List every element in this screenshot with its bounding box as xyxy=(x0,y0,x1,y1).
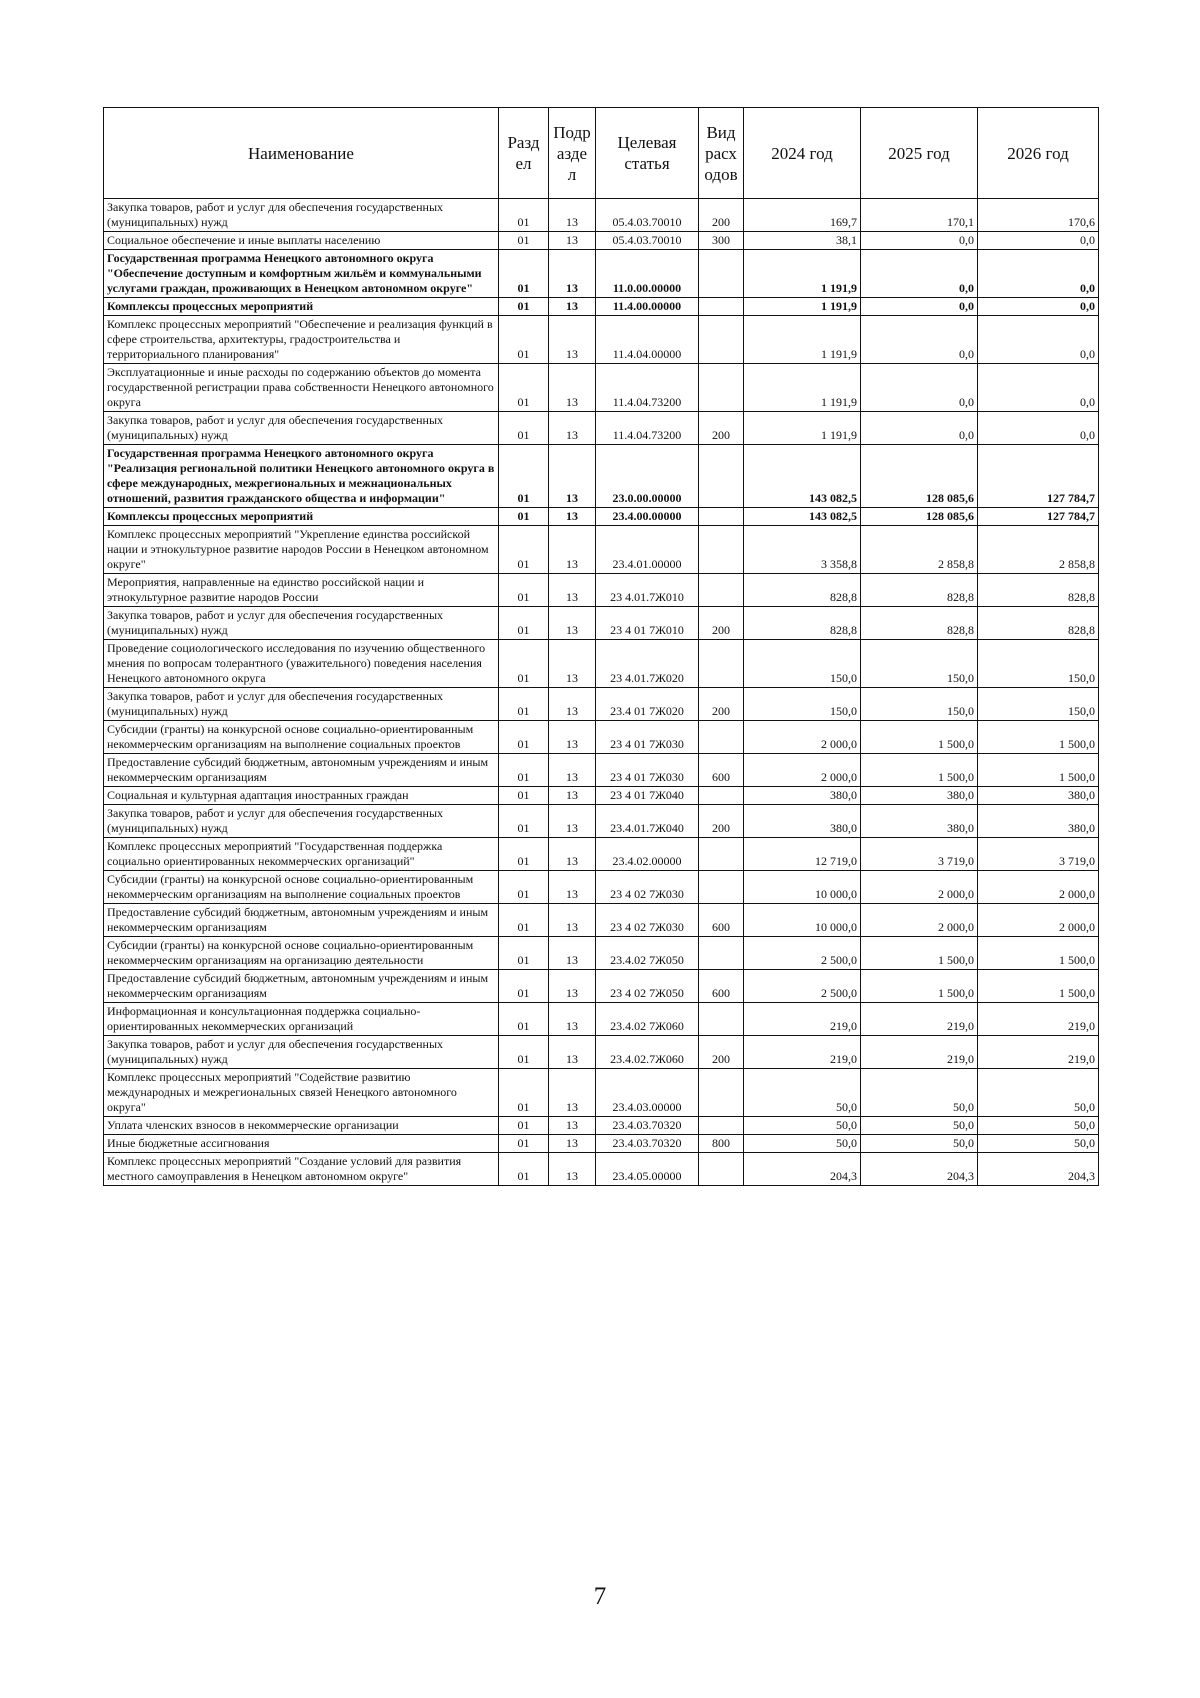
cell-vid: 200 xyxy=(699,199,744,232)
cell-razdel: 01 xyxy=(499,607,549,640)
cell-2024: 10 000,0 xyxy=(744,871,861,904)
cell-vid xyxy=(699,508,744,526)
cell-podrazdel: 13 xyxy=(549,1069,596,1117)
table-row xyxy=(104,526,1099,574)
cell-tselevaya: 23.4 01 7Ж020 xyxy=(596,688,699,721)
cell-2026: 828,8 xyxy=(978,574,1099,607)
table-row xyxy=(104,1003,1099,1036)
cell-podrazdel: 13 xyxy=(549,199,596,232)
cell-name: Комплекс процессных мероприятий "Укрепление единства российской нации и этнокультурное развитие народов России в Ненецком автономном округе" xyxy=(104,526,499,574)
cell-vid xyxy=(699,1069,744,1117)
cell-2025: 0,0 xyxy=(861,232,978,250)
cell-podrazdel: 13 xyxy=(549,364,596,412)
cell-tselevaya: 23.0.00.00000 xyxy=(596,445,699,508)
cell-2024: 380,0 xyxy=(744,805,861,838)
cell-tselevaya: 23 4 02 7Ж050 xyxy=(596,970,699,1003)
cell-vid xyxy=(699,838,744,871)
cell-name: Информационная и консультационная поддержка социально-ориентированных некоммерческих организаций xyxy=(104,1003,499,1036)
table-row xyxy=(104,688,1099,721)
table-row xyxy=(104,298,1099,316)
cell-2025: 0,0 xyxy=(861,298,978,316)
cell-tselevaya: 23.4.03.00000 xyxy=(596,1069,699,1117)
cell-podrazdel: 13 xyxy=(549,1153,596,1186)
table-row xyxy=(104,871,1099,904)
cell-podrazdel: 13 xyxy=(549,721,596,754)
cell-vid xyxy=(699,1153,744,1186)
cell-vid xyxy=(699,787,744,805)
cell-2024: 1 191,9 xyxy=(744,298,861,316)
cell-vid xyxy=(699,526,744,574)
cell-razdel: 01 xyxy=(499,445,549,508)
cell-2024: 1 191,9 xyxy=(744,364,861,412)
cell-tselevaya: 23 4 01 7Ж040 xyxy=(596,787,699,805)
cell-2024: 2 000,0 xyxy=(744,754,861,787)
cell-name: Закупка товаров, работ и услуг для обеспечения государственных (муниципальных) нужд xyxy=(104,199,499,232)
cell-razdel: 01 xyxy=(499,232,549,250)
cell-razdel: 01 xyxy=(499,1036,549,1069)
cell-podrazdel: 13 xyxy=(549,754,596,787)
cell-razdel: 01 xyxy=(499,574,549,607)
cell-2025: 0,0 xyxy=(861,250,978,298)
cell-podrazdel: 13 xyxy=(549,250,596,298)
cell-vid xyxy=(699,1117,744,1135)
table-row xyxy=(104,970,1099,1003)
cell-2025: 1 500,0 xyxy=(861,721,978,754)
cell-name: Комплексы процессных мероприятий xyxy=(104,508,499,526)
cell-2024: 38,1 xyxy=(744,232,861,250)
cell-podrazdel: 13 xyxy=(549,607,596,640)
cell-name: Комплексы процессных мероприятий xyxy=(104,298,499,316)
header-vid: Вид расх одов xyxy=(699,108,744,199)
cell-tselevaya: 23 4 01 7Ж030 xyxy=(596,754,699,787)
cell-2024: 828,8 xyxy=(744,607,861,640)
cell-2025: 128 085,6 xyxy=(861,445,978,508)
table-body xyxy=(104,199,1099,1186)
cell-vid xyxy=(699,316,744,364)
cell-vid xyxy=(699,937,744,970)
table-row xyxy=(104,1153,1099,1186)
cell-podrazdel: 13 xyxy=(549,970,596,1003)
cell-podrazdel: 13 xyxy=(549,526,596,574)
header-2025: 2025 год xyxy=(861,108,978,199)
cell-2025: 828,8 xyxy=(861,607,978,640)
cell-razdel: 01 xyxy=(499,1003,549,1036)
cell-name: Мероприятия, направленные на единство российской нации и этнокультурное развитие народов России xyxy=(104,574,499,607)
cell-2026: 127 784,7 xyxy=(978,508,1099,526)
cell-2025: 219,0 xyxy=(861,1003,978,1036)
cell-name: Эксплуатационные и иные расходы по содержанию объектов до момента государственной регистрации права собственности Ненецкого автономного округа xyxy=(104,364,499,412)
cell-podrazdel: 13 xyxy=(549,904,596,937)
cell-2024: 50,0 xyxy=(744,1117,861,1135)
header-2024: 2024 год xyxy=(744,108,861,199)
cell-razdel: 01 xyxy=(499,805,549,838)
cell-2024: 150,0 xyxy=(744,640,861,688)
cell-razdel: 01 xyxy=(499,1069,549,1117)
cell-razdel: 01 xyxy=(499,904,549,937)
cell-podrazdel: 13 xyxy=(549,232,596,250)
cell-2026: 150,0 xyxy=(978,688,1099,721)
cell-name: Субсидии (гранты) на конкурсной основе социально-ориентированным некоммерческим организациям на выполнение социальных проектов xyxy=(104,871,499,904)
cell-name: Социальное обеспечение и иные выплаты населению xyxy=(104,232,499,250)
cell-razdel: 01 xyxy=(499,1117,549,1135)
cell-name: Закупка товаров, работ и услуг для обеспечения государственных (муниципальных) нужд xyxy=(104,412,499,445)
budget-table xyxy=(103,107,1099,1186)
cell-2025: 150,0 xyxy=(861,640,978,688)
cell-2024: 143 082,5 xyxy=(744,445,861,508)
cell-2025: 170,1 xyxy=(861,199,978,232)
page-number: 7 xyxy=(593,1583,607,1610)
cell-2026: 0,0 xyxy=(978,316,1099,364)
cell-tselevaya: 11.4.04.73200 xyxy=(596,412,699,445)
cell-name: Субсидии (гранты) на конкурсной основе социально-ориентированным некоммерческим организациям на выполнение социальных проектов xyxy=(104,721,499,754)
cell-name: Закупка товаров, работ и услуг для обеспечения государственных (муниципальных) нужд xyxy=(104,805,499,838)
cell-podrazdel: 13 xyxy=(549,871,596,904)
cell-razdel: 01 xyxy=(499,688,549,721)
table-row xyxy=(104,412,1099,445)
cell-name: Предоставление субсидий бюджетным, автономным учреждениям и иным некоммерческим организациям xyxy=(104,904,499,937)
cell-podrazdel: 13 xyxy=(549,688,596,721)
header-razdel: Разд ел xyxy=(499,108,549,199)
cell-tselevaya: 11.4.04.00000 xyxy=(596,316,699,364)
cell-2026: 50,0 xyxy=(978,1117,1099,1135)
table-row xyxy=(104,904,1099,937)
cell-name: Комплекс процессных мероприятий "Государственная поддержка социально ориентированных некоммерческих организаций" xyxy=(104,838,499,871)
cell-tselevaya: 23.4.02 7Ж060 xyxy=(596,1003,699,1036)
cell-2026: 828,8 xyxy=(978,607,1099,640)
cell-podrazdel: 13 xyxy=(549,508,596,526)
table-row xyxy=(104,574,1099,607)
table-row xyxy=(104,199,1099,232)
cell-2026: 1 500,0 xyxy=(978,754,1099,787)
cell-podrazdel: 13 xyxy=(549,316,596,364)
cell-tselevaya: 23 4.01.7Ж020 xyxy=(596,640,699,688)
header-tselevaya: Целевая статья xyxy=(596,108,699,199)
cell-razdel: 01 xyxy=(499,871,549,904)
cell-name: Комплекс процессных мероприятий "Содействие развитию международных и межрегиональных связей Ненецкого автономного округа" xyxy=(104,1069,499,1117)
cell-vid: 200 xyxy=(699,805,744,838)
cell-2026: 0,0 xyxy=(978,364,1099,412)
cell-2026: 380,0 xyxy=(978,805,1099,838)
cell-razdel: 01 xyxy=(499,721,549,754)
cell-tselevaya: 23.4.02.7Ж060 xyxy=(596,1036,699,1069)
table-row xyxy=(104,445,1099,508)
cell-2026: 0,0 xyxy=(978,298,1099,316)
cell-razdel: 01 xyxy=(499,298,549,316)
cell-2024: 219,0 xyxy=(744,1003,861,1036)
cell-2026: 170,6 xyxy=(978,199,1099,232)
cell-2026: 50,0 xyxy=(978,1069,1099,1117)
cell-name: Предоставление субсидий бюджетным, автономным учреждениям и иным некоммерческим организациям xyxy=(104,970,499,1003)
table-row xyxy=(104,1036,1099,1069)
cell-2026: 2 858,8 xyxy=(978,526,1099,574)
cell-2024: 169,7 xyxy=(744,199,861,232)
cell-razdel: 01 xyxy=(499,787,549,805)
cell-2024: 2 500,0 xyxy=(744,970,861,1003)
cell-2025: 380,0 xyxy=(861,805,978,838)
cell-2025: 1 500,0 xyxy=(861,970,978,1003)
cell-tselevaya: 23 4.01.7Ж010 xyxy=(596,574,699,607)
cell-name: Уплата членских взносов в некоммерческие организации xyxy=(104,1117,499,1135)
cell-2025: 150,0 xyxy=(861,688,978,721)
cell-2024: 143 082,5 xyxy=(744,508,861,526)
cell-tselevaya: 11.4.04.73200 xyxy=(596,364,699,412)
cell-2024: 3 358,8 xyxy=(744,526,861,574)
table-row xyxy=(104,1117,1099,1135)
cell-tselevaya: 23.4.02 7Ж050 xyxy=(596,937,699,970)
cell-2026: 2 000,0 xyxy=(978,871,1099,904)
cell-vid: 300 xyxy=(699,232,744,250)
cell-tselevaya: 23 4 02 7Ж030 xyxy=(596,871,699,904)
cell-razdel: 01 xyxy=(499,754,549,787)
cell-name: Иные бюджетные ассигнования xyxy=(104,1135,499,1153)
cell-2025: 1 500,0 xyxy=(861,937,978,970)
cell-2026: 380,0 xyxy=(978,787,1099,805)
cell-vid: 600 xyxy=(699,904,744,937)
cell-podrazdel: 13 xyxy=(549,1117,596,1135)
cell-2024: 219,0 xyxy=(744,1036,861,1069)
table-row xyxy=(104,640,1099,688)
cell-2025: 204,3 xyxy=(861,1153,978,1186)
table-row xyxy=(104,508,1099,526)
cell-vid xyxy=(699,721,744,754)
cell-tselevaya: 23 4 01 7Ж010 xyxy=(596,607,699,640)
cell-tselevaya: 23 4 02 7Ж030 xyxy=(596,904,699,937)
header-2026: 2026 год xyxy=(978,108,1099,199)
cell-tselevaya: 23.4.03.70320 xyxy=(596,1135,699,1153)
table-row xyxy=(104,721,1099,754)
header-podrazdel: Подр азде л xyxy=(549,108,596,199)
table-row xyxy=(104,364,1099,412)
cell-podrazdel: 13 xyxy=(549,787,596,805)
cell-2024: 1 191,9 xyxy=(744,250,861,298)
cell-2025: 50,0 xyxy=(861,1069,978,1117)
cell-2024: 1 191,9 xyxy=(744,316,861,364)
cell-vid: 200 xyxy=(699,688,744,721)
cell-razdel: 01 xyxy=(499,412,549,445)
cell-podrazdel: 13 xyxy=(549,640,596,688)
cell-2026: 0,0 xyxy=(978,250,1099,298)
cell-tselevaya: 23.4.01.00000 xyxy=(596,526,699,574)
cell-2026: 1 500,0 xyxy=(978,970,1099,1003)
table-row xyxy=(104,607,1099,640)
cell-podrazdel: 13 xyxy=(549,298,596,316)
cell-2026: 2 000,0 xyxy=(978,904,1099,937)
cell-2024: 10 000,0 xyxy=(744,904,861,937)
cell-razdel: 01 xyxy=(499,937,549,970)
table-row xyxy=(104,1069,1099,1117)
cell-2025: 2 858,8 xyxy=(861,526,978,574)
cell-2025: 2 000,0 xyxy=(861,871,978,904)
cell-vid: 200 xyxy=(699,412,744,445)
cell-2024: 150,0 xyxy=(744,688,861,721)
cell-name: Закупка товаров, работ и услуг для обеспечения государственных (муниципальных) нужд xyxy=(104,607,499,640)
cell-2026: 50,0 xyxy=(978,1135,1099,1153)
cell-2024: 380,0 xyxy=(744,787,861,805)
table-row xyxy=(104,232,1099,250)
cell-2025: 3 719,0 xyxy=(861,838,978,871)
cell-2025: 50,0 xyxy=(861,1135,978,1153)
cell-vid: 800 xyxy=(699,1135,744,1153)
cell-razdel: 01 xyxy=(499,316,549,364)
cell-podrazdel: 13 xyxy=(549,1003,596,1036)
cell-podrazdel: 13 xyxy=(549,805,596,838)
cell-2026: 1 500,0 xyxy=(978,937,1099,970)
header-name: Наименование xyxy=(104,108,499,199)
cell-2025: 0,0 xyxy=(861,412,978,445)
cell-razdel: 01 xyxy=(499,838,549,871)
cell-2026: 150,0 xyxy=(978,640,1099,688)
cell-podrazdel: 13 xyxy=(549,574,596,607)
table-header-row xyxy=(104,108,1099,199)
cell-name: Комплекс процессных мероприятий "Создание условий для развития местного самоуправления в Ненецком автономном округе" xyxy=(104,1153,499,1186)
cell-podrazdel: 13 xyxy=(549,1036,596,1069)
cell-vid xyxy=(699,250,744,298)
cell-2025: 0,0 xyxy=(861,316,978,364)
cell-2025: 2 000,0 xyxy=(861,904,978,937)
table-row xyxy=(104,316,1099,364)
cell-2025: 219,0 xyxy=(861,1036,978,1069)
cell-2026: 1 500,0 xyxy=(978,721,1099,754)
cell-name: Субсидии (гранты) на конкурсной основе социально-ориентированным некоммерческим организациям на организацию деятельности xyxy=(104,937,499,970)
cell-vid xyxy=(699,445,744,508)
cell-vid xyxy=(699,871,744,904)
table-row xyxy=(104,805,1099,838)
cell-2026: 3 719,0 xyxy=(978,838,1099,871)
cell-tselevaya: 23 4 01 7Ж030 xyxy=(596,721,699,754)
cell-2025: 1 500,0 xyxy=(861,754,978,787)
cell-name: Государственная программа Ненецкого автономного округа "Обеспечение доступным и комфортным жильём и коммунальными услугами граждан, проживающих в Ненецком автономном округе" xyxy=(104,250,499,298)
cell-vid: 200 xyxy=(699,607,744,640)
cell-2024: 2 000,0 xyxy=(744,721,861,754)
cell-razdel: 01 xyxy=(499,970,549,1003)
cell-razdel: 01 xyxy=(499,526,549,574)
table-row xyxy=(104,250,1099,298)
cell-vid xyxy=(699,298,744,316)
table-row xyxy=(104,937,1099,970)
cell-tselevaya: 23.4.03.70320 xyxy=(596,1117,699,1135)
cell-vid xyxy=(699,574,744,607)
cell-2025: 380,0 xyxy=(861,787,978,805)
cell-2025: 128 085,6 xyxy=(861,508,978,526)
cell-podrazdel: 13 xyxy=(549,937,596,970)
cell-tselevaya: 05.4.03.70010 xyxy=(596,199,699,232)
cell-tselevaya: 23.4.05.00000 xyxy=(596,1153,699,1186)
cell-2026: 204,3 xyxy=(978,1153,1099,1186)
cell-podrazdel: 13 xyxy=(549,445,596,508)
cell-2026: 127 784,7 xyxy=(978,445,1099,508)
cell-2024: 50,0 xyxy=(744,1135,861,1153)
cell-vid xyxy=(699,1003,744,1036)
cell-vid xyxy=(699,640,744,688)
cell-2024: 12 719,0 xyxy=(744,838,861,871)
cell-razdel: 01 xyxy=(499,250,549,298)
cell-2025: 50,0 xyxy=(861,1117,978,1135)
cell-tselevaya: 23.4.02.00000 xyxy=(596,838,699,871)
table-row xyxy=(104,787,1099,805)
cell-razdel: 01 xyxy=(499,508,549,526)
cell-vid: 200 xyxy=(699,1036,744,1069)
cell-name: Проведение социологического исследования по изучению общественного мнения по вопросам толерантного (уважительного) поведения населения Ненецкого автономного округа xyxy=(104,640,499,688)
cell-vid: 600 xyxy=(699,754,744,787)
cell-2026: 0,0 xyxy=(978,232,1099,250)
cell-2025: 828,8 xyxy=(861,574,978,607)
cell-razdel: 01 xyxy=(499,1153,549,1186)
cell-name: Закупка товаров, работ и услуг для обеспечения государственных (муниципальных) нужд xyxy=(104,688,499,721)
cell-name: Социальная и культурная адаптация иностранных граждан xyxy=(104,787,499,805)
cell-podrazdel: 13 xyxy=(549,1135,596,1153)
cell-podrazdel: 13 xyxy=(549,838,596,871)
cell-2025: 0,0 xyxy=(861,364,978,412)
cell-tselevaya: 11.4.00.00000 xyxy=(596,298,699,316)
cell-name: Закупка товаров, работ и услуг для обеспечения государственных (муниципальных) нужд xyxy=(104,1036,499,1069)
cell-vid: 600 xyxy=(699,970,744,1003)
cell-2024: 2 500,0 xyxy=(744,937,861,970)
cell-2024: 50,0 xyxy=(744,1069,861,1117)
cell-2024: 828,8 xyxy=(744,574,861,607)
cell-name: Государственная программа Ненецкого автономного округа "Реализация региональной политики Ненецкого автономного округа в сфере международных, межрегиональных и межнациональных отношений, развития гражданского общества и информации" xyxy=(104,445,499,508)
cell-2026: 219,0 xyxy=(978,1003,1099,1036)
cell-razdel: 01 xyxy=(499,640,549,688)
cell-tselevaya: 11.0.00.00000 xyxy=(596,250,699,298)
cell-2024: 204,3 xyxy=(744,1153,861,1186)
cell-2024: 1 191,9 xyxy=(744,412,861,445)
cell-razdel: 01 xyxy=(499,364,549,412)
cell-tselevaya: 23.4.01.7Ж040 xyxy=(596,805,699,838)
cell-razdel: 01 xyxy=(499,199,549,232)
cell-name: Комплекс процессных мероприятий "Обеспечение и реализация функций в сфере строительства, архитектуры, градостроительства и территориального планирования" xyxy=(104,316,499,364)
cell-name: Предоставление субсидий бюджетным, автономным учреждениям и иным некоммерческим организациям xyxy=(104,754,499,787)
table-row xyxy=(104,1135,1099,1153)
cell-vid xyxy=(699,364,744,412)
cell-tselevaya: 05.4.03.70010 xyxy=(596,232,699,250)
cell-podrazdel: 13 xyxy=(549,412,596,445)
table-row xyxy=(104,838,1099,871)
cell-tselevaya: 23.4.00.00000 xyxy=(596,508,699,526)
cell-2026: 0,0 xyxy=(978,412,1099,445)
cell-2026: 219,0 xyxy=(978,1036,1099,1069)
cell-razdel: 01 xyxy=(499,1135,549,1153)
table-row xyxy=(104,754,1099,787)
